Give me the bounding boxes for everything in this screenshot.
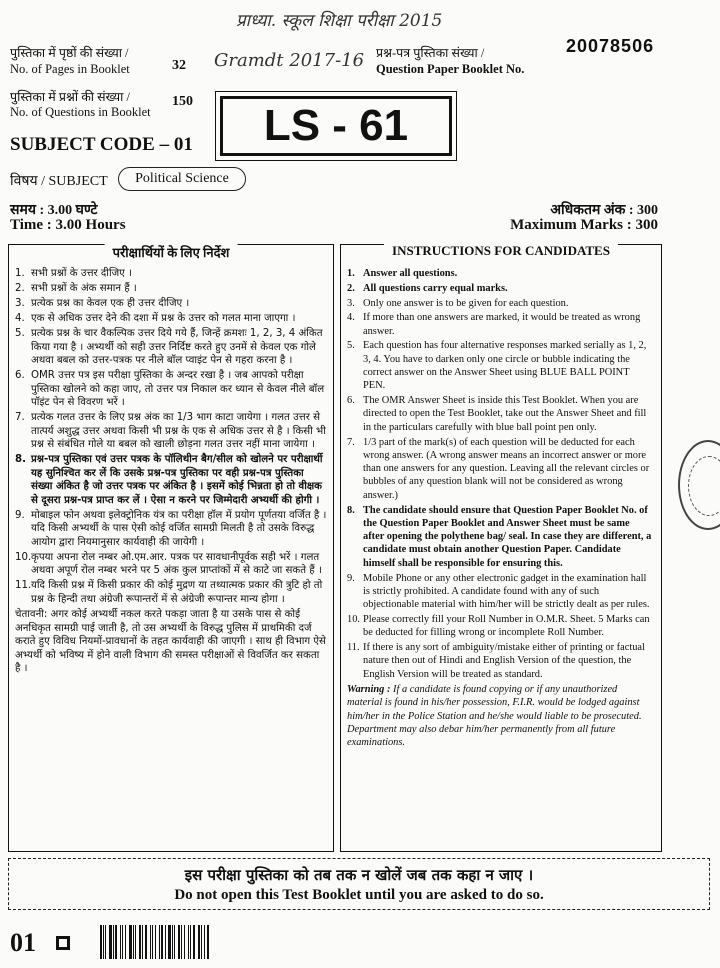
barcode-bar xyxy=(120,925,121,959)
item-number: 6. xyxy=(347,395,355,407)
list-item xyxy=(15,312,327,326)
barcode-bar xyxy=(100,925,102,959)
set-code: 01 xyxy=(10,928,36,957)
list-item xyxy=(15,327,327,368)
item-number: 9. xyxy=(15,509,25,521)
time-hindi: समय : 3.00 घण्टे xyxy=(10,203,98,218)
warning-english-label: Warning : xyxy=(347,683,391,695)
item-text: प्रश्न-पत्र पुस्तिका एवं उत्तर पत्रक के पॉलिथीन बैग/सील को खोलने पर परीक्षार्थी यह सुनिश्चित कर लें कि उसके प्रश्न-पत्र पुस्तिका पर वही प्रश्न-पत्र पुस्तिका संख्या अंकित है जो उत्तर पत्रक पर अंकित है । इसमें कोई भिन्नता हो तो वीक्षक से दूसरा प्रश्न-पत्र प्राप्त कर लें । ऐसा न करने पर जिम्मेदारी अभ्यर्थी की होगी । xyxy=(31,454,323,506)
barcode-bar xyxy=(174,925,175,959)
paper-code-outer-border xyxy=(215,91,457,161)
handwritten-note: Gramdt 2017-16 xyxy=(214,50,365,71)
item-number: 8. xyxy=(347,504,355,516)
item-text: मोबाइल फोन अथवा इलेक्ट्रोनिक यंत्र का परीक्षा हॉल में प्रयोग पूर्णतया वर्जित है । यदि किसी अभ्यर्थी के पास ऐसी कोई वर्जित सामग्री मिलती है तो उसके विरुद्ध आयोग द्वारा नियमानुसार कार्यवाही की जायेगी । xyxy=(31,509,327,548)
item-number: 3. xyxy=(15,298,25,309)
item-number: 10. xyxy=(15,551,32,563)
english-instructions-panel xyxy=(340,244,662,852)
barcode-bar xyxy=(150,925,151,959)
warning-english-text: If a candidate is found copying or if any unauthorized material is found in his/her possession, F.I.R. would be lodged against him/her in the Police Station and he/she would liable to be prosecuted. Department may also debar him/her permanently from all future examinations. xyxy=(347,683,642,749)
barcode-bar xyxy=(145,925,147,959)
item-text: प्रत्येक गलत उत्तर के लिए प्रश्न अंक का 1/3 भाग काटा जायेगा । गलत उत्तर से तात्पर्य अशुद्ध उत्तर अथवा किसी भी प्रश्न के एक से अधिक उत्तर से है । किसी भी प्रश्न से संबंधित गोले या बबल को खाली छोड़ना गलत उत्तर नहीं माना जायेगा । xyxy=(31,412,326,450)
barcode-bar xyxy=(168,925,170,959)
item-text: The OMR Answer Sheet is inside this Test Booklet. When you are directed to open the Test Booklet, take out the Answer Sheet and fill in the particulars carefully with blue ball point pen only. xyxy=(363,395,647,433)
item-number: 7. xyxy=(347,436,355,448)
barcode-bar xyxy=(201,925,202,959)
item-text: Please correctly fill your Roll Number in O.M.R. Sheet. 5 Marks can be deducted for filling wrong or incomplete Roll Number. xyxy=(363,613,650,639)
barcode-bar xyxy=(172,925,173,959)
pages-value: 32 xyxy=(172,58,186,73)
barcode-bar xyxy=(133,925,134,959)
barcode-bar xyxy=(184,925,186,959)
list-item xyxy=(15,369,327,410)
barcode-bar xyxy=(135,925,136,959)
subject-code: SUBJECT CODE – 01 xyxy=(10,134,193,155)
warning-hindi xyxy=(15,608,327,676)
list-item xyxy=(15,453,327,507)
item-number: 4. xyxy=(347,312,355,324)
barcode-bar xyxy=(113,925,114,959)
list-item xyxy=(15,282,327,296)
english-instructions-list xyxy=(347,267,653,751)
barcode-bar xyxy=(193,925,195,959)
hindi-instructions-list xyxy=(15,267,327,677)
item-number: 1. xyxy=(347,268,355,279)
item-number: 3. xyxy=(347,297,355,309)
hindi-instructions-title: परीक्षार्थियों के लिए निर्देश xyxy=(105,243,238,261)
item-number: 10. xyxy=(347,613,360,625)
list-item xyxy=(347,641,653,681)
item-text: OMR उत्तर पत्र इस परीक्षा पुस्तिका के अन्दर रखा है । जब आपको परीक्षा पुस्तिका खोलने को कहा जाए, तो उत्तर पत्र निकाल कर ध्यान से केवल नीले बॉल पॉइंट पेन से विवरण भरें । xyxy=(31,370,325,408)
item-text: सभी प्रश्नों के अंक समान हैं । xyxy=(31,283,137,294)
item-text: If there is any sort of ambiguity/mistake either of printing or factual nature then out of Hindi and English Version of the question, the English Version will be treated as standard. xyxy=(363,642,645,680)
time-english: Time : 3.00 Hours xyxy=(10,217,126,233)
item-text: Only one answer is to be given for each question. xyxy=(363,297,569,309)
footer-notice xyxy=(8,858,710,910)
item-number: 9. xyxy=(347,572,355,584)
item-number: 2. xyxy=(347,282,355,294)
warning-hindi-text: चेतावनी: अगर कोई अभ्यर्थी नकल करते पकड़ा जाता है या उसके पास से कोई अनधिकृत सामग्री पाई जाती है, तो उस अभ्यर्थी के विरुद्ध पुलिस में प्राथमिकी दर्ज कराते हुए विविध नियमों-प्रावधानों के तहत कार्यवाही की जाएगी । साथ ही विभाग ऐसे अभ्यर्थी को भविष्य में होने वाली विभाग की समस्त परीक्षाओं से विवर्जित कर सकता है । xyxy=(15,609,326,674)
marks-hindi: अधिकतम अंक : 300 xyxy=(550,203,658,218)
list-item xyxy=(347,297,653,310)
list-item xyxy=(347,267,653,280)
booklet-number: 20078506 xyxy=(566,36,655,56)
item-text: एक से अधिक उत्तर देने की दशा में प्रश्न के उत्तर को गलत माना जाएगा । xyxy=(31,313,296,324)
questions-label-english: No. of Questions in Booklet xyxy=(10,105,151,119)
item-text: Each question has four alternative responses marked serially as 1, 2, 3, 4. You have to darken only one circle or bubble indicating the correct answer on the Answer Sheet using BLUE BALL POINT PEN. xyxy=(363,340,647,392)
list-item xyxy=(15,579,327,606)
item-number: 8. xyxy=(15,454,26,465)
warning-english xyxy=(347,683,653,749)
barcode-bar xyxy=(152,925,154,959)
pages-label-hindi: पुस्तिका में पृष्ठों की संख्या / xyxy=(10,46,129,60)
questions-label-hindi: पुस्तिका में प्रश्नों की संख्या / xyxy=(10,90,131,104)
barcode-bar xyxy=(207,925,209,959)
item-text: सभी प्रश्नों के उत्तर दीजिए । xyxy=(31,268,132,279)
list-item xyxy=(15,411,327,452)
subject-label: विषय / SUBJECT xyxy=(10,174,108,189)
barcode-bar xyxy=(109,925,111,959)
hindi-instructions-panel xyxy=(8,244,334,852)
barcode xyxy=(100,925,210,959)
item-text: 1/3 part of the mark(s) of each question will be deducted for each wrong answer. (A wrong answer means an incorrect answer or more than one answers for any question. Leaving all the relevant circles or bubbles of any question blank will not be considered as wrong answer.) xyxy=(363,436,650,501)
pages-label-english: No. of Pages in Booklet xyxy=(10,62,130,76)
list-item xyxy=(15,551,327,578)
barcode-bar xyxy=(129,925,131,959)
barcode-bar xyxy=(181,925,182,959)
barcode-bar xyxy=(115,925,117,959)
barcode-bar xyxy=(159,925,160,959)
item-number: 11. xyxy=(15,580,32,591)
item-text: Answer all questions. xyxy=(363,268,458,279)
list-item xyxy=(347,572,653,612)
item-number: 6. xyxy=(15,370,25,381)
list-item xyxy=(15,267,327,281)
item-number: 11. xyxy=(347,642,360,654)
list-item xyxy=(347,394,653,434)
item-text: If more than one answers are marked, it would be treated as wrong answer. xyxy=(363,312,641,337)
item-number: 5. xyxy=(347,340,355,352)
item-text: प्रत्येक प्रश्न का केवल एक ही उत्तर दीजिए । xyxy=(31,298,190,309)
item-number: 1. xyxy=(15,268,25,279)
list-item xyxy=(347,282,653,295)
item-text: यदि किसी प्रश्न में किसी प्रकार की कोई मुद्रण या तथ्यात्मक प्रकार की त्रुटि हो तो प्रश्न के हिन्दी तथा अंग्रेजी रूपान्तरों में से अंग्रेजी रूपान्तर मान्य होगा । xyxy=(31,580,323,605)
item-text: प्रत्येक प्रश्न के चार वैकल्पिक उत्तर दिये गये हैं, जिन्हें क्रमशः 1, 2, 3, 4 अंकित किया गया है । अभ्यर्थी को सही उत्तर निर्दिष्ट करते हुए उनमें से केवल एक गोले अथवा बबल को उत्तर-पत्रक पर नीले बॉल प्वाइंट पेन से गहरा करना है । xyxy=(31,328,323,366)
item-number: 4. xyxy=(15,313,25,324)
barcode-bar xyxy=(188,925,189,959)
list-item xyxy=(347,311,653,338)
list-item xyxy=(15,297,327,311)
barcode-bar xyxy=(125,925,127,959)
barcode-bar xyxy=(190,925,191,959)
item-number: 5. xyxy=(15,328,25,339)
paper-code: LS - 61 xyxy=(263,101,409,150)
list-item xyxy=(347,436,653,502)
item-number: 7. xyxy=(15,412,25,423)
qb-label-hindi: प्रश्न-पत्र पुस्तिका संख्या / xyxy=(376,46,485,60)
list-item xyxy=(347,613,653,640)
questions-value: 150 xyxy=(172,94,193,109)
list-item xyxy=(347,339,653,392)
list-item xyxy=(347,504,653,570)
barcode-bar xyxy=(122,925,123,959)
item-text: The candidate should ensure that Question Paper Booklet No. of the Question Paper Booklet and Answer Sheet must be same after opening the polythene bag/ seal. In case they are different, a candidate must obtain another Question Paper. Candidate himself shall be responsible for ensuring this. xyxy=(363,504,652,569)
barcode-bar xyxy=(103,925,104,959)
barcode-bar xyxy=(161,925,163,959)
paper-code-box xyxy=(220,96,452,156)
marks-english: Maximum Marks : 300 xyxy=(510,217,658,233)
barcode-bar xyxy=(204,925,205,959)
item-text: Mobile Phone or any other electronic gadget in the examination hall is strictly prohibited. A candidate found with any of such objectionable material with him/her will be strictly dealt as per rules. xyxy=(363,572,650,611)
set-code-box-icon xyxy=(56,936,70,950)
footer-notice-english: Do not open this Test Booklet until you are asked to do so. xyxy=(174,887,544,903)
barcode-bar xyxy=(105,925,106,959)
barcode-bar xyxy=(155,925,156,959)
qb-label-english: Question Paper Booklet No. xyxy=(376,62,525,76)
barcode-bar xyxy=(198,925,200,959)
english-instructions-title: INSTRUCTIONS FOR CANDIDATES xyxy=(384,243,618,259)
barcode-bar xyxy=(178,925,180,959)
list-item xyxy=(15,509,327,550)
item-number: 2. xyxy=(15,283,25,294)
footer-notice-hindi: इस परीक्षा पुस्तिका को तब तक न खोलें जब तक कहा न जाए । xyxy=(184,866,534,884)
item-text: कृपया अपना रोल नम्बर ओ.एम.आर. पत्रक पर सावधानीपूर्वक सही भरें । गलत अथवा अपूर्ण रोल नम्बर भरने पर 5 अंक कुल प्राप्तांकों में से काटे जा सकते हैं । xyxy=(31,551,322,576)
barcode-bar xyxy=(165,925,166,959)
item-text: All questions carry equal marks. xyxy=(363,282,508,294)
handwritten-header: प्राध्या. स्कूल शिक्षा परीक्षा 2015 xyxy=(236,11,443,31)
seal-stamp xyxy=(678,440,720,530)
barcode-bar xyxy=(139,925,141,959)
barcode-bar xyxy=(142,925,143,959)
subject-value: Political Science xyxy=(118,167,246,191)
